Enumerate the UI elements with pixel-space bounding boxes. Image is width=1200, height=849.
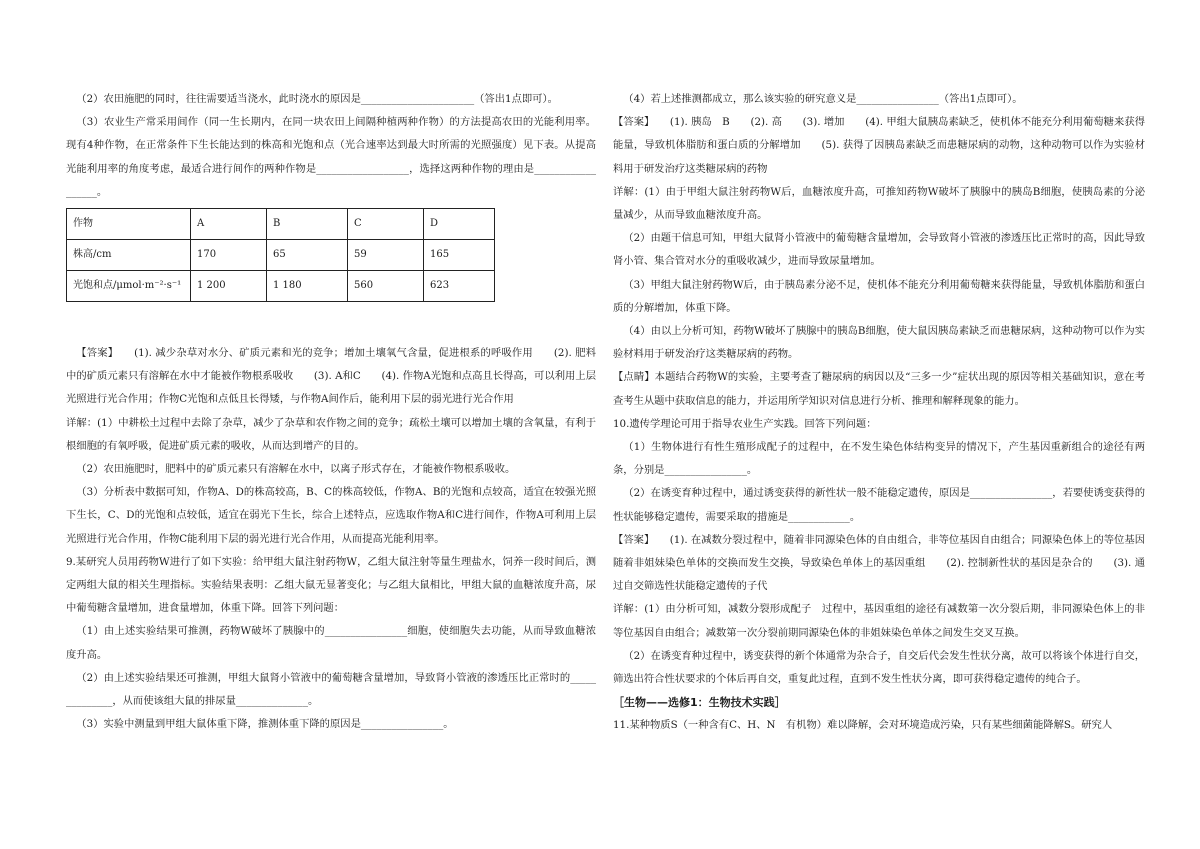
question-9-3: （3）实验中测量到甲组大鼠体重下降，推测体重下降的原因是________________。 [76,718,454,731]
explanation-10-2: （2）在诱变育种过程中，诱变获得的新个体通常为杂合子，自交后代会发生性状分离，故可以将该个体进行自交，筛选出符合性状要求的个体后再自交，重复此过程，直到不发生性状分离，即可获得稳定遗传的纯合子。 [613,649,1145,686]
question-9: 9.某研究人员用药物W进行了如下实验：给甲组大鼠注射药物W，乙组大鼠注射等量生理盐水，饲养一段时间后，测定两组大鼠的相关生理指标。实验结果表明：乙组大鼠无显著变化；与乙组大鼠相比，甲组大鼠的血糖浓度升高，尿中葡萄糖含量增加，进食量增加，体重下降。回答下列问题： [66,555,596,615]
table-cell: 59 [348,240,424,271]
table-cell: 光饱和点/μmol·m⁻²·s⁻¹ [67,271,191,302]
explanation-1: 详解：(1）由于甲组大鼠注射药物W后，血糖浓度升高，可推知药物W破坏了胰腺中的胰岛B细胞，使胰岛素的分泌量减少，从而导致血糖浓度升高。 [613,185,1145,222]
left-column [66,88,596,736]
answer-block-10: 【答案】 (1). 在减数分裂过程中，随着非同源染色体的自由组合，非等位基因自由组合；同源染色体上的等位基因随着非姐妹染色单体的交换而发生交换，导致染色单体上的基因重组 (2). 控制新性状的基因是杂合的 (3). 通过自交筛选性状能稳定遗传的子代 [613,533,1145,593]
explanation-10-1: 详解：(1）由分析可知，减数分裂形成配子 过程中，基因重组的途径有减数第一次分裂后期，非同源染色体上的非等位基因自由组合；减数第一次分裂前期同源染色体的非姐妹染色单体之间发生交叉互换。 [613,603,1145,639]
table-cell: 65 [267,240,348,271]
explanation-2: （2）由题干信息可知，甲组大鼠肾小管液中的葡萄糖含量增加，会导致肾小管液的渗透压比正常时的高，因此导致肾小管、集合管对水分的重吸收减少，进而导致尿量增加。 [613,232,1145,268]
explanation-1: 详解：(1）中耕松土过程中去除了杂草，减少了杂草和农作物之间的竞争；疏松土壤可以增加土壤的含氧量，有利于根细胞的有氧呼吸，促进矿质元素的吸收，从而达到增产的目的。 [66,416,596,452]
explanation-3: （3）分析表中数据可知，作物A、D的株高较高，B、C的株高较低，作物A、B的光饱和点较高，适宜在较强光照下生长，C、D的光饱和点较低，适宜在弱光下生长，综合上述特点，应选取作物A和C进行间作，作物A可利用上层光照进行光合作用，作物C能利用下层的弱光进行光合作用，从而提高光能利用率。 [66,486,596,545]
explanation-4: （4）由以上分析可知，药物W破坏了胰腺中的胰岛B细胞，使大鼠因胰岛素缺乏而患糖尿病，这种动物可以作为实验材料用于研发治疗这类糖尿病的药物。 [613,325,1145,361]
question-9-2: （2）由上述实验结果还可推测，甲组大鼠肾小管液中的葡萄糖含量增加，导致肾小管液的渗透压比正常时的______________，从而使该组大鼠的排尿量______________。 [66,671,596,708]
question-3: （3）农业生产常采用间作（同一生长期内，在同一块农田上间隔种植两种作物）的方法提高农田的光能利用率。现有4种作物，在正常条件下生长能达到的株高和光饱和点（光合速率达到最大时所需的光照强度）见下表。从提高光能利用率的角度考虑，最适合进行间作的两种作物是__________________，选择这两种作物的理由是__________________。 [66,116,596,198]
table-header-cell: C [348,209,424,240]
table-header-cell: B [267,209,348,240]
question-2: （2）农田施肥的同时，往往需要适当浇水，此时浇水的原因是______________________（答出1点即可）。 [76,93,558,105]
table-cell: 1 200 [191,271,267,302]
table-cell: 1 180 [267,271,348,302]
crop-table [66,208,495,302]
right-column [613,88,1145,738]
question-11: 11.某种物质S（一种含有C、H、N 有机物）难以降解，会对环境造成污染，只有某些细菌能降解S。研究人 [613,719,1113,732]
question-9-1: （1）由上述实验结果可推测，药物W破坏了胰腺中的________________细胞，使细胞失去功能，从而导致血糖浓度升高。 [66,625,596,661]
question-10-2: （2）在诱变育种过程中，通过诱变获得的新性状一般不能稳定遗传，原因是________________，若要使诱变获得的性状能够稳定遗传，需要采取的措施是____________。 [613,487,1145,523]
question-9-4: （4）若上述推测都成立，那么该实验的研究意义是________________（答出1点即可）。 [623,93,1023,105]
key-point: 【点睛】本题结合药物W的实验，主要考查了糖尿病的病因以及“三多一少”症状出现的原因等相关基础知识，意在考查考生从题中获取信息的能力，并运用所学知识对信息进行分析、推理和解释现象的能力。 [613,371,1146,407]
table-row [67,240,495,271]
table-header-row [67,209,495,240]
table-row [67,271,495,302]
answer-block: 【答案】 (1). 减少杂草对水分、矿质元素和光的竞争；增加土壤氧气含量，促进根系的呼吸作用 (2). 肥料中的矿质元素只有溶解在水中才能被作物根系吸收 (3). A和C (4). 作物A光饱和点高且长得高，可以利用上层光照进行光合作用；作物C光饱和点低且长得矮，与作物A间作后，能利用下层的弱光进行光合作用 [66,347,596,406]
table-header-cell: A [191,209,267,240]
explanation-2: （2）农田施肥时，肥料中的矿质元素只有溶解在水中，以离子形式存在，才能被作物根系吸收。 [76,463,516,476]
table-cell: 560 [348,271,424,302]
table-cell: 株高/cm [67,240,191,271]
question-10-1: （1）生物体进行有性生殖形成配子的过程中，在不发生染色体结构变异的情况下，产生基因重新组合的途径有两条，分别是________________。 [613,441,1145,477]
table-header-cell: 作物 [67,209,191,240]
table-cell: 170 [191,240,267,271]
answer-block: 【答案】 (1). 胰岛 B (2). 高 (3). 增加 (4). 甲组大鼠胰岛素缺乏，使机体不能充分利用葡萄糖来获得能量，导致机体脂肪和蛋白质的分解增加 (5). 获得了因胰岛素缺乏而患糖尿病的动物，这种动物可以作为实验材料用于研发治疗这类糖尿病的药物 [613,116,1145,175]
section-heading: ［生物——选修1：生物技术实践］ [613,696,786,710]
table-cell: 623 [424,271,495,302]
table-cell: 165 [424,240,495,271]
table-header-cell: D [424,209,495,240]
question-10: 10.遗传学理论可用于指导农业生产实践。回答下列问题： [613,417,877,430]
explanation-3: （3）甲组大鼠注射药物W后，由于胰岛素分泌不足，使机体不能充分利用葡萄糖来获得能量，导致机体脂肪和蛋白质的分解增加，体重下降。 [613,278,1145,314]
